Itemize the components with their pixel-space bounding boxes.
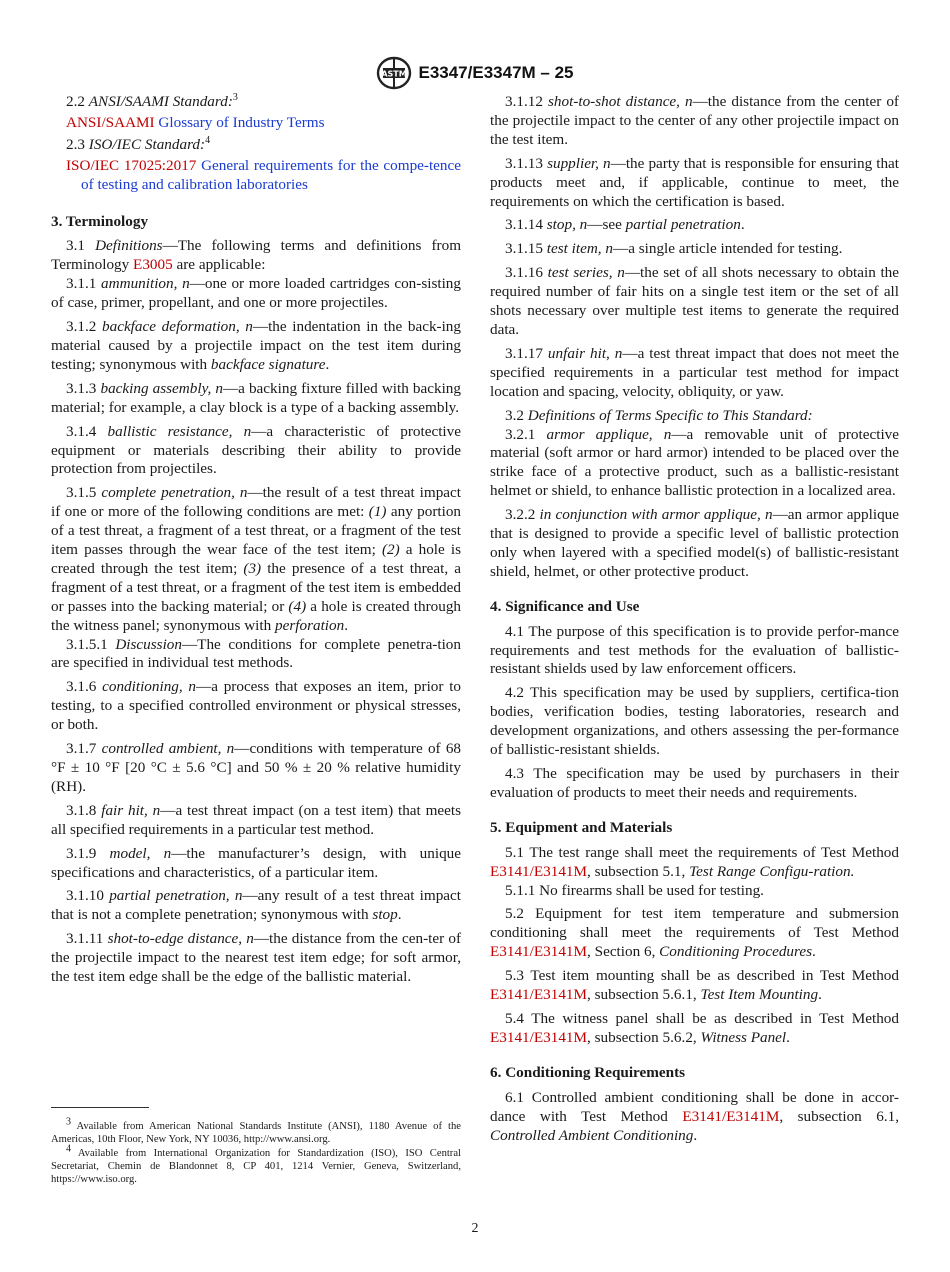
para-3-1-7: 3.1.7 controlled ambient, n—conditions with temperature of 68 °F ± 10 °F [20 °C ± 5.6 °C] and 50 % ± 20 % relative humidity (RH).	[51, 740, 462, 795]
iso-title-link[interactable]: General requirements for the compe-tence of testing and calibration laboratories	[81, 156, 461, 193]
ansi-title-link[interactable]: Glossary of Industry Terms	[158, 113, 325, 131]
e3141-link-5-4[interactable]: E3141/E3141M	[490, 1028, 588, 1046]
iso-reference	[51, 157, 461, 195]
para-5-4: 5.4 The witness panel shall be as described in Test Method E3141/E3141M, subsection 5.6.2, Witness Panel.	[490, 1009, 899, 1046]
para-5-3: 5.3 Test item mounting shall be as described in Test Method E3141/E3141M, subsection 5.6.1, Test Item Mounting.	[490, 967, 899, 1004]
ansi-reference	[51, 114, 461, 133]
footnote-rule	[51, 1107, 149, 1108]
section-2-3: 2.3 ISO/IEC Standard:$^4$	[66, 134, 211, 153]
para-3-1-10: 3.1.10 partial penetration, n—any result of a test threat impact that is not a complete penetration; synonymous with stop.	[51, 887, 462, 924]
page-header	[0, 56, 950, 90]
footnote-4: $^4$ Available from International Organization for Standardization (ISO), ISO Central Secretariat, Chemin de Blandonnet 8, CP 401, 1214 Vernier, Geneva, Switzerland, https://www.iso.org.	[51, 1143, 461, 1186]
e3141-link-5-2[interactable]: E3141/E3141M	[490, 943, 588, 961]
para-5-1: 5.1 The test range shall meet the requirements of Test Method E3141/E3141M, subsection 5.1, Test Range Configu-ration.	[490, 843, 899, 880]
para-3-1-4: 3.1.4 ballistic resistance, n—a characteristic of protective equipment or materials describing their ability to provide protection from projectiles.	[51, 422, 461, 478]
right-column	[490, 93, 899, 1150]
para-3-1-15: 3.1.15 test item, n—a single article intended for testing.	[505, 240, 843, 258]
para-3-1-2: 3.1.2 backface deformation, n—the indentation in the back-ing material caused by a projectile impact on the test item during testing; synonymous with backface signature.	[51, 318, 461, 373]
para-3-1-9: 3.1.9 model, n—the manufacturer’s design, with unique specifications and characteristics, of a particular item.	[51, 844, 461, 881]
page-number: 2	[471, 1221, 479, 1236]
para-3-1-1: 3.1.1 ammunition, n—one or more loaded cartridges con-sisting of case, primer, propellant, and one or more projectiles.	[51, 275, 461, 312]
para-3-1-3: 3.1.3 backing assembly, n—a backing fixture filled with backing material; for example, a clay block is a type of a backing assembly.	[51, 379, 461, 416]
para-3-1-16: 3.1.16 test series, n—the set of all shots necessary to obtain the required number of fair hits on a single test item or the set of all shots necessary over multiple test items to generate the required data.	[490, 264, 900, 338]
para-3-2-2: 3.2.2 in conjunction with armor applique, n—an armor applique that is designed to provide a specific level of ballistic protection only when layered with a specified model(s) of ballistic-resistant shield, helmet, or other protective product.	[490, 506, 899, 580]
para-3-2: 3.2 Definitions of Terms Specific to This Standard:	[505, 406, 813, 424]
para-3-1-8: 3.1.8 fair hit, n—a test threat impact (on a test item) that meets all specified requirements in a particular test method.	[51, 801, 462, 838]
heading-significance: 4. Significance and Use	[490, 597, 640, 615]
left-column	[51, 93, 461, 992]
para-3-2-1: 3.2.1 armor applique, n—a removable unit of protective material (soft armor or hard armor) intended to be placed over the strike face of a protective product, such as a ballistic-resistant helmet or shield, to enhance ballistic protection in a localized area.	[490, 425, 899, 500]
para-5-1-1: 5.1.1 No firearms shall be used for testing.	[505, 881, 764, 899]
standard-designation: E3347/E3347M – 25	[418, 63, 574, 82]
para-3-1-5-1: 3.1.5.1 Discussion—The conditions for complete penetra-tion are specified in individual test methods.	[51, 635, 461, 672]
para-3-1-13: 3.1.13 supplier, n—the party that is responsible for ensuring that products meet and, if applicable, continue to meet, the requirements on which the certification is based.	[490, 154, 900, 210]
para-5-2: 5.2 Equipment for test item temperature and submersion conditioning shall meet the requirements of Test Method E3141/E3141M, Section 6, Conditioning Procedures.	[490, 905, 899, 961]
para-3-1-12: 3.1.12 shot-to-shot distance, n—the distance from the center of the projectile impact to the center of any other projectile impact on the test item.	[490, 93, 899, 148]
para-3-1-14: 3.1.14 stop, n—see partial penetration.	[505, 216, 745, 234]
ansi-link[interactable]: ANSI/SAAMI	[66, 113, 155, 131]
e3141-link-5-1[interactable]: E3141/E3141M	[490, 862, 588, 880]
e3005-link[interactable]: E3005	[133, 256, 173, 274]
para-3-1-5: 3.1.5 complete penetration, n—the result of a test threat impact if one or more of the following conditions are met: (1) any portion of a test threat, a fragment of a test threat, or a fragment of the test item passes through the wear face of the test item; (2) a hole is created through the test item; (3) the presence of a test threat, a fragment of a test threat, or a fragment of the test item is embedded or passes into the backing material; or (4) a hole is created through the witness panel; synonymous with perforation.	[51, 484, 462, 634]
e3141-link-5-3[interactable]: E3141/E3141M	[490, 986, 588, 1004]
section-2-2: 2.2 ANSI/SAAMI Standard:$^3$	[66, 91, 238, 110]
heading-equipment: 5. Equipment and Materials	[490, 818, 673, 836]
para-6-1: 6.1 Controlled ambient conditioning shall be done in accor-dance with Test Method E3141/E3141M, subsection 6.1, Controlled Ambient Conditioning.	[490, 1088, 899, 1144]
e3141-link-6-1[interactable]: E3141/E3141M	[682, 1107, 780, 1125]
para-3-1-11: 3.1.11 shot-to-edge distance, n—the distance from the cen-ter of the projectile impact to the nearest test item edge; for soft armor, the test item edge shall be the edge of the ballistic material.	[51, 930, 462, 986]
footnotes	[51, 1108, 461, 1186]
para-4-1: 4.1 The purpose of this specification is to provide perfor-mance requirements and test methods for the evaluation of ballistic-resistant shields used by law enforcement officers.	[490, 622, 899, 678]
iso-link[interactable]: ISO/IEC 17025:2017	[66, 156, 197, 174]
svg-text:ASTM: ASTM	[381, 69, 408, 79]
para-3-1: 3.1 Definitions—The following terms and definitions from Terminology E3005 are applicable:	[51, 237, 462, 274]
footnote-3: $^3$ Available from American National Standards Institute (ANSI), 1180 Avenue of the Americas, 10th Floor, New York, NY 10036, http://www.ansi.org.	[51, 1116, 461, 1146]
heading-conditioning: 6. Conditioning Requirements	[490, 1063, 686, 1081]
para-4-2: 4.2 This specification may be used by suppliers, certifica-tion bodies, verification bodies, testing laboratories, research and development organizations, and others assessing the per-formance of ballistic-resistant shields.	[490, 684, 899, 759]
para-3-1-6: 3.1.6 conditioning, n—a process that exposes an item, prior to testing, to a specified controlled environment or physical stresses, or both.	[51, 678, 462, 734]
para-4-3: 4.3 The specification may be used by purchasers in their evaluation of products to meet their needs and requirements.	[490, 765, 899, 801]
heading-terminology: 3. Terminology	[51, 212, 149, 230]
para-3-1-17: 3.1.17 unfair hit, n—a test threat impact that does not meet the specified requirements in a particular test method for impact location and spacing, velocity, obliquity, or yaw.	[490, 344, 900, 400]
astm-logo-icon	[376, 56, 412, 90]
